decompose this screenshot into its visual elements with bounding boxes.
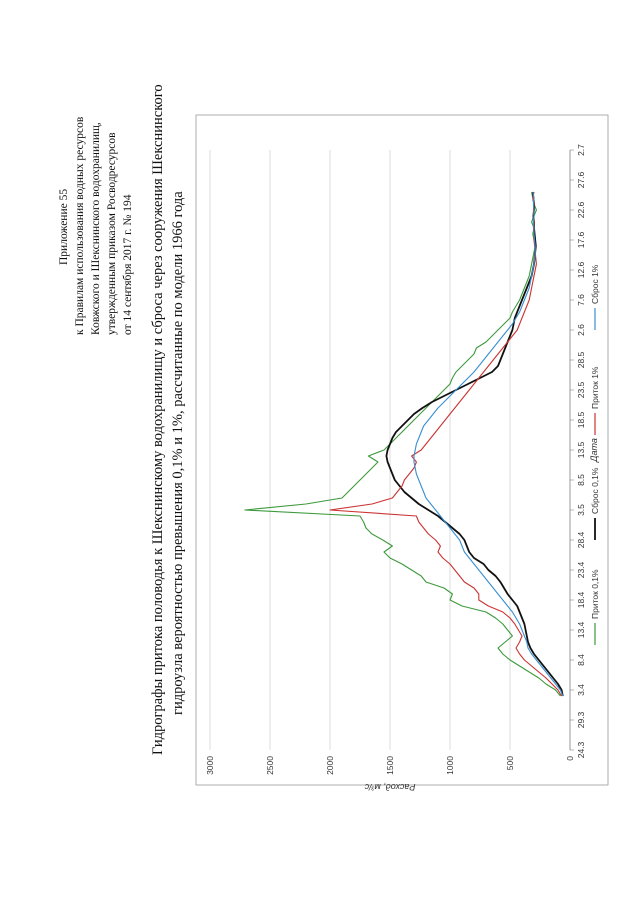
- hydrograph-chart: [10, 15, 630, 895]
- x-tick-label: 23.5: [576, 381, 586, 399]
- x-tick-label: 17.6: [576, 231, 586, 249]
- x-tick-label: 8.4: [576, 654, 586, 666]
- x-tick-label: 24.3: [576, 741, 586, 759]
- x-tick-label: 22.6: [576, 201, 586, 219]
- x-tick-label: 29.3: [576, 711, 586, 729]
- x-tick-label: 28.4: [576, 531, 586, 549]
- x-tick-label: 18.4: [576, 591, 586, 609]
- legend-label: Приток 0,1%: [590, 569, 600, 619]
- gridlines: [210, 150, 570, 750]
- x-axis-label: Дата: [589, 438, 599, 462]
- x-tick-label: 7.6: [576, 294, 586, 306]
- x-tick-label: 13.4: [576, 621, 586, 639]
- series-line: [386, 192, 562, 696]
- x-tick-label: 27.6: [576, 171, 586, 189]
- y-tick-label: 500: [505, 756, 515, 771]
- y-tick-label: 1500: [385, 756, 395, 775]
- header-line-1: Приложение 55: [58, 188, 70, 265]
- x-tick-label: 8.5: [576, 474, 586, 486]
- x-tick-label: 3.5: [576, 504, 586, 516]
- x-tick-label: 28.5: [576, 351, 586, 369]
- header-line-2: к Правилам использования водных ресурсов: [74, 116, 86, 335]
- y-tick-labels: [205, 756, 575, 775]
- x-tick-label: 2.7: [576, 144, 586, 156]
- x-tick-label: 18.5: [576, 411, 586, 429]
- y-tick-label: 3000: [205, 756, 215, 775]
- x-tick-labels: [570, 144, 586, 758]
- chart-title-line-1: Гидрографы притока половодья к Шекснинскому водохранилищу и сброса через сооружения Шекснинского: [150, 84, 166, 755]
- y-tick-label: 0: [565, 756, 575, 761]
- series-line: [414, 192, 563, 696]
- series-line: [330, 192, 562, 696]
- legend-label: Сброс 1%: [590, 264, 600, 304]
- chart-title-line-2: гидроузла вероятностью превышения 0,1% и 1%, рассчитанные по модели 1966 года: [170, 191, 186, 715]
- x-tick-label: 13.5: [576, 441, 586, 459]
- x-tick-label: 3.4: [576, 684, 586, 696]
- header-line-3: Ковжского и Шекснинского водохранилищ,: [90, 122, 102, 335]
- y-tick-label: 2500: [265, 756, 275, 775]
- y-tick-label: 2000: [325, 756, 335, 775]
- series-lines: [245, 192, 563, 696]
- header-line-5: от 14 сентября 2017 г. № 194: [122, 194, 134, 335]
- y-axis-label: Расход, м³/с: [364, 782, 416, 792]
- y-tick-label: 1000: [445, 756, 455, 775]
- legend-label: Приток 1%: [590, 366, 600, 409]
- series-line: [245, 192, 561, 696]
- rotated-content: [10, 15, 630, 895]
- header-line-4: утвержденным приказом Росводресурсов: [106, 132, 118, 335]
- x-tick-label: 23.4: [576, 561, 586, 579]
- x-tick-label: 2.6: [576, 324, 586, 336]
- legend-label: Сброс 0,1%: [590, 467, 600, 514]
- x-tick-label: 12.6: [576, 261, 586, 279]
